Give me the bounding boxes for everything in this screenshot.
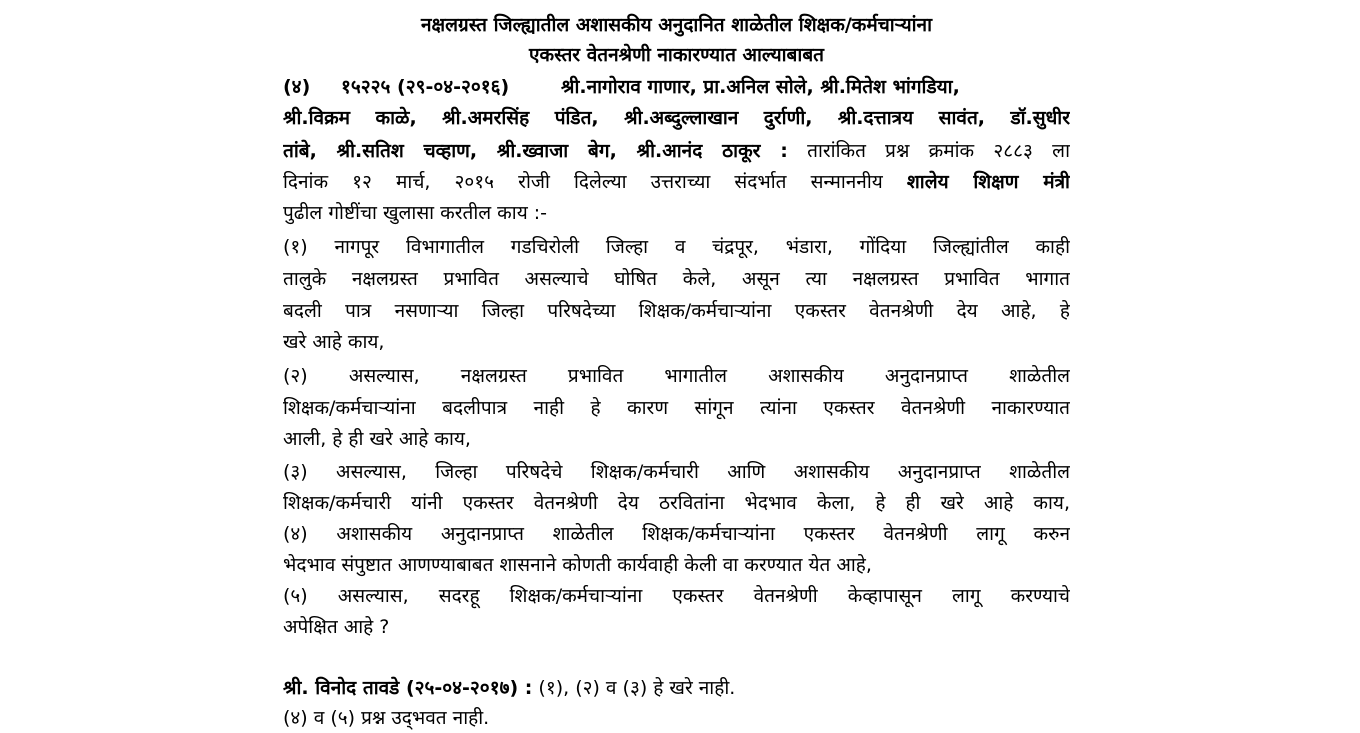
part-2-line-1: (२) असल्यास, नक्षलग्रस्त प्रभावित भागातील अशासकीय अनुदानप्राप्त शाळेतील: [283, 365, 1070, 387]
answer-minister: श्री. विनोद तावडे (२५-०४-२०१७) :: [283, 677, 533, 699]
askers-line-3-names: तांबे, श्री.सतिश चव्हाण, श्री.ख्वाजा बेग, श्री.आनंद ठाकूर :: [283, 140, 788, 162]
intro-text: दिनांक १२ मार्च, २०१५ रोजी दिलेल्या उत्तराच्या संदर्भात सन्माननीय: [283, 171, 883, 193]
intro-line: [283, 167, 1070, 197]
part-5-line-2: अपेक्षित आहे ?: [283, 616, 390, 638]
answer-line-2: (४) व (५) प्रश्न उद्‌भवत नाही.: [283, 707, 490, 729]
part-1-line-1: (१) नागपूर विभागातील गडचिरोली जिल्हा व चंद्रपूर, भंडारा, गोंदिया जिल्ह्यांतील काही: [283, 236, 1070, 258]
part-3-line-2: शिक्षक/कर्मचारी यांनी एकस्तर वेतनश्रेणी देय ठरवितांना भेदभाव केला, हे ही खरे आहे काय,: [283, 492, 1070, 514]
part-2-line-3: आली, हे ही खरे आहे काय,: [283, 428, 471, 450]
answer-line-1: [283, 673, 1070, 703]
intro-line-2: पुढील गोष्टींचा खुलासा करतील काय :-: [283, 202, 548, 224]
question-number: (४): [283, 76, 311, 98]
askers-line-2: श्री.विक्रम काळे, श्री.अमरसिंह पंडित, श्री.अब्दुल्लाखान दुर्राणी, श्री.दत्तात्रय सावंत, डॉ.सुधीर: [283, 107, 1070, 129]
heading-line-2: एकस्तर वेतनश्रेणी नाकारण्यात आल्याबाबत: [528, 44, 825, 66]
answer-text-1: (१), (२) व (३) हे खरे नाही.: [538, 677, 736, 699]
question-header: [283, 72, 1070, 102]
part-4-line-2: भेदभाव संपुष्टात आणण्याबाबत शासनाने कोणती कार्यवाही केली वा करण्यात येत आहे,: [283, 554, 872, 576]
askers-line-1: श्री.नागोराव गाणार, प्रा.अनिल सोले, श्री.मितेश भांगडिया,: [561, 76, 960, 98]
part-4-line-1: (४) अशासकीय अनुदानप्राप्त शाळेतील शिक्षक/कर्मचाऱ्यांना एकस्तर वेतनश्रेणी लागू करुन: [283, 523, 1070, 545]
question-code-date: १५२२५ (२९-०४-२०१६): [341, 76, 510, 98]
askers-line-3: [283, 136, 1070, 166]
part-1-line-2: तालुके नक्षलग्रस्त प्रभावित असल्याचे घोषित केले, असून त्या नक्षलग्रस्त प्रभावित भागात: [283, 268, 1070, 290]
starred-question-ref: तारांकित प्रश्न क्रमांक २८८३ ला: [807, 140, 1070, 162]
part-2-line-2: शिक्षक/कर्मचाऱ्यांना बदलीपात्र नाही हे कारण सांगून त्यांना एकस्तर वेतनश्रेणी नाकारण्यात: [283, 397, 1070, 419]
part-1-line-4: खरे आहे काय,: [283, 331, 385, 353]
part-5-line-1: (५) असल्यास, सदरहू शिक्षक/कर्मचाऱ्यांना एकस्तर वेतनश्रेणी केव्हापासून लागू करण्याचे: [283, 585, 1070, 607]
heading-line-1: नक्षलग्रस्त जिल्ह्यातील अशासकीय अनुदानित शाळेतील शिक्षक/कर्मचाऱ्यांना: [420, 14, 932, 36]
part-3-line-1: (३) असल्यास, जिल्हा परिषदेचे शिक्षक/कर्मचारी आणि अशासकीय अनुदानप्राप्त शाळेतील: [283, 461, 1070, 483]
part-1-line-3: बदली पात्र नसणाऱ्या जिल्हा परिषदेच्या शिक्षक/कर्मचाऱ्यांना एकस्तर वेतनश्रेणी देय आहे, हे: [283, 300, 1070, 322]
minister-title: शालेय शिक्षण मंत्री: [906, 171, 1070, 193]
